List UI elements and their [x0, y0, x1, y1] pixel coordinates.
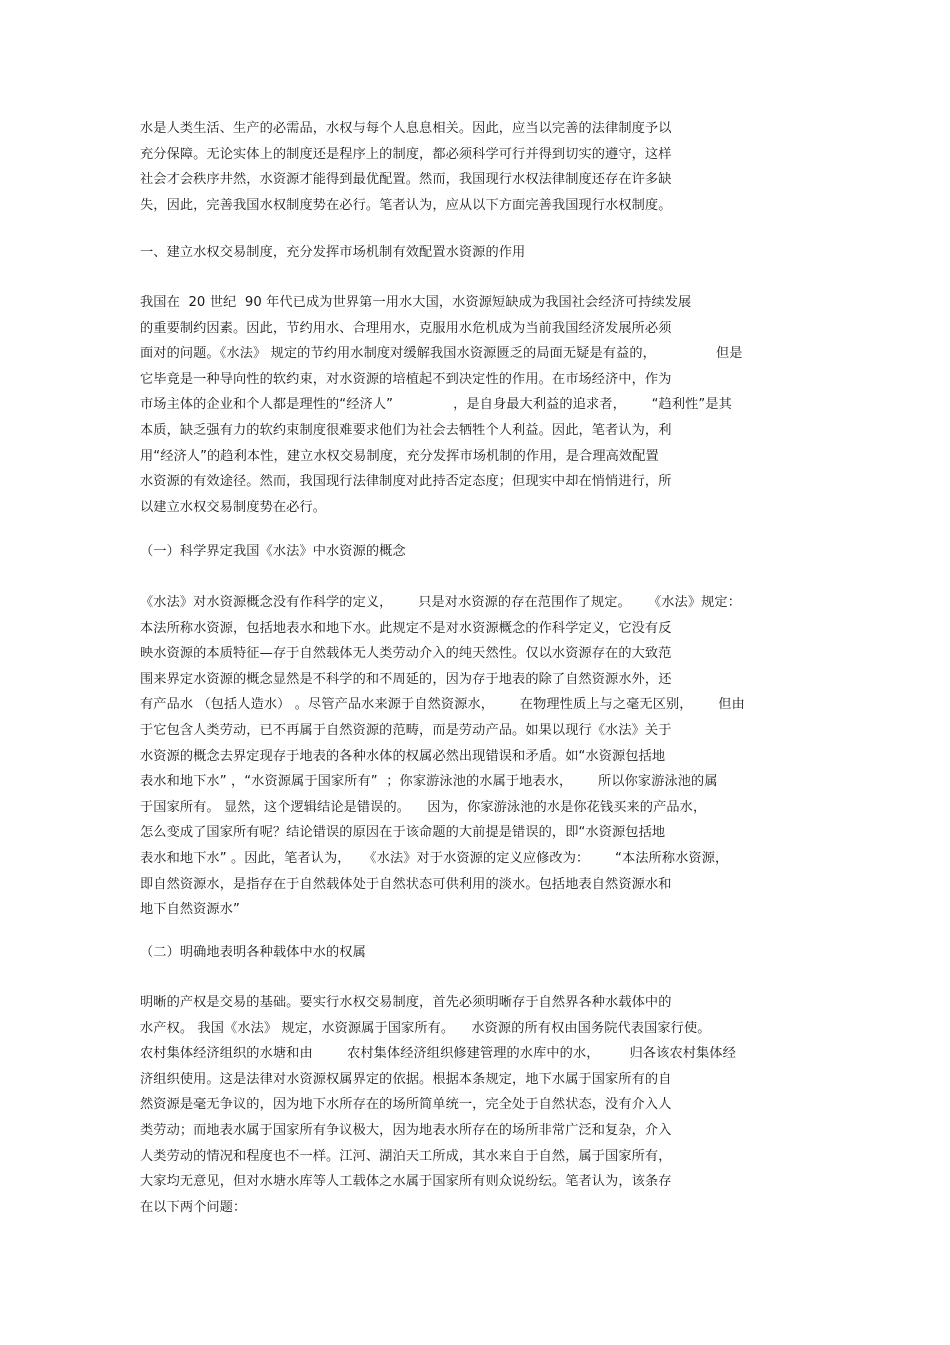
text-line: 我国在 20 世纪 90 年代已成为世界第一用水大国，水资源短缺成为我国社会经济可持续发展 [140, 295, 692, 310]
section-1-2-paragraph [140, 990, 840, 1220]
text-line: 本质，缺乏强有力的软约束制度很难要求他们为社会去牺牲个人利益。因此，笔者认为，利 [140, 422, 672, 438]
text-line: 市场主体的企业和个人都是理性的“经济人” ，是自身最大利益的追求者， “趋利性”是其 [140, 397, 732, 413]
heading-text: 一、建立水权交易制度，充分发挥市场机制有效配置水资源的作用 [140, 245, 526, 260]
text-line: 地下自然资源水” [140, 902, 240, 918]
text-line: 水是人类生活、生产的必需品，水权与每个人息息相关。因此，应当以完善的法律制度予以 [140, 121, 672, 136]
text-line: 于国家所有。 显然，这个逻辑结论是错误的。 因为，你家游泳池的水是你花钱买来的产品水， [140, 799, 707, 815]
section-1-paragraph [140, 290, 840, 520]
text-line: 失，因此，完善我国水权制度势在必行。笔者认为，应从以下方面完善我国现行水权制度。 [140, 197, 672, 213]
text-line: 大家均无意见，但对水塘水库等人工载体之水属于国家所有则众说纷纭。笔者认为，该条存 [140, 1174, 672, 1190]
text-line: 水资源的概念去界定现存于地表的各种水体的权属必然出现错误和矛盾。如“水资源包括地 [140, 748, 666, 764]
text-line: 类劳动；而地表水属于国家所有争议极大，因为地表水所存在的场所非常广泛和复杂，介入 [140, 1122, 672, 1138]
text-line: 表水和地下水” ，“水资源属于国家所有” ；你家游泳池的水属于地表水， 所以你家游泳池的属 [140, 774, 718, 790]
text-line: 的重要制约因素。因此，节约用水、合理用水，克服用水危机成为当前我国经济发展所必须 [140, 320, 672, 336]
section-1-1-paragraph [140, 590, 840, 923]
text-line: 于它包含人类劳动，已不再属于自然资源的范畴，而是劳动产品。如果以现行《水法》关于 [140, 722, 672, 738]
text-line: 面对的问题。《水法》 规定的节约用水制度对缓解我国水资源匮乏的局面无疑是有益的， 但是 [140, 346, 743, 362]
text-line: 在以下两个问题： [140, 1199, 247, 1215]
text-line: 水资源的有效途径。然而，我国现行法律制度对此持否定态度；但现实中却在悄悄进行，所 [140, 474, 672, 490]
text-line: 农村集体经济组织的水塘和由 农村集体经济组织修建管理的水库中的水， 归各该农村集体经 [140, 1046, 736, 1062]
section-heading-1-1 [140, 539, 840, 565]
section-heading-1-2 [140, 940, 840, 966]
intro-paragraph [140, 116, 840, 218]
text-line: 映水资源的本质特征—存于自然载体无人类劳动介入的纯天然性。仅以水资源存在的大致范 [140, 646, 672, 662]
text-line: 济组织使用。这是法律对水资源权属界定的依据。根据本条规定，地下水属于国家所有的自 [140, 1071, 672, 1087]
text-line: 人类劳动的情况和程度也不一样。江河、湖泊天工所成，其水来自于自然，属于国家所有， [140, 1148, 672, 1164]
text-line: 以建立水权交易制度势在必行。 [140, 499, 327, 515]
text-line: 有产品水 （包括人造水） 。尽管产品水来源于自然资源水， 在物理性质上与之毫无区别， 但由 [140, 697, 745, 713]
text-line: 明晰的产权是交易的基础。要实行水权交易制度，首先必须明晰存于自然界各种水载体中的 [140, 995, 672, 1010]
text-line: 即自然资源水，是指存在于自然载体处于自然状态可供利用的淡水。包括地表自然资源水和 [140, 876, 672, 892]
heading-text: （二）明确地表明各种载体中水的权属 [140, 945, 366, 960]
text-line: 然资源是毫无争议的，因为地下水所存在的场所简单统一，完全处于自然状态，没有介入人 [140, 1097, 672, 1113]
text-line: 水产权。 我国《水法》 规定，水资源属于国家所有。 水资源的所有权由国务院代表国家行使。 [140, 1020, 711, 1036]
text-line: 本法所称水资源，包括地表水和地下水。此规定不是对水资源概念的作科学定义，它没有反 [140, 620, 672, 636]
text-line: 用“经济人”的趋利本性，建立水权交易制度，充分发挥市场机制的作用，是合理高效配置 [140, 448, 659, 464]
text-line: 社会才会秩序井然，水资源才能得到最优配置。然而，我国现行水权法律制度还存在许多缺 [140, 172, 672, 188]
text-line: 围来界定水资源的概念显然是不科学的和不周延的，因为存于地表的除了自然资源水外，还 [140, 671, 672, 687]
text-line: 表水和地下水” 。因此，笔者认为， 《水法》对于水资源的定义应修改为： “本法所称水资源， [140, 850, 729, 866]
text-line: 怎么变成了国家所有呢？结论错误的原因在于该命题的大前提是错误的，即“水资源包括地 [140, 825, 666, 841]
text-line: 《水法》对水资源概念没有作科学的定义， 只是对水资源的存在范围作了规定。 《水法》规定： [140, 595, 741, 610]
heading-text: （一）科学界定我国《水法》中水资源的概念 [140, 544, 406, 559]
text-line: 它毕竟是一种导向性的软约束，对水资源的培植起不到决定性的作用。在市场经济中，作为 [140, 371, 672, 387]
section-heading-1 [140, 240, 840, 266]
text-line: 充分保障。无论实体上的制度还是程序上的制度，都必须科学可行并得到切实的遵守，这样 [140, 146, 672, 162]
